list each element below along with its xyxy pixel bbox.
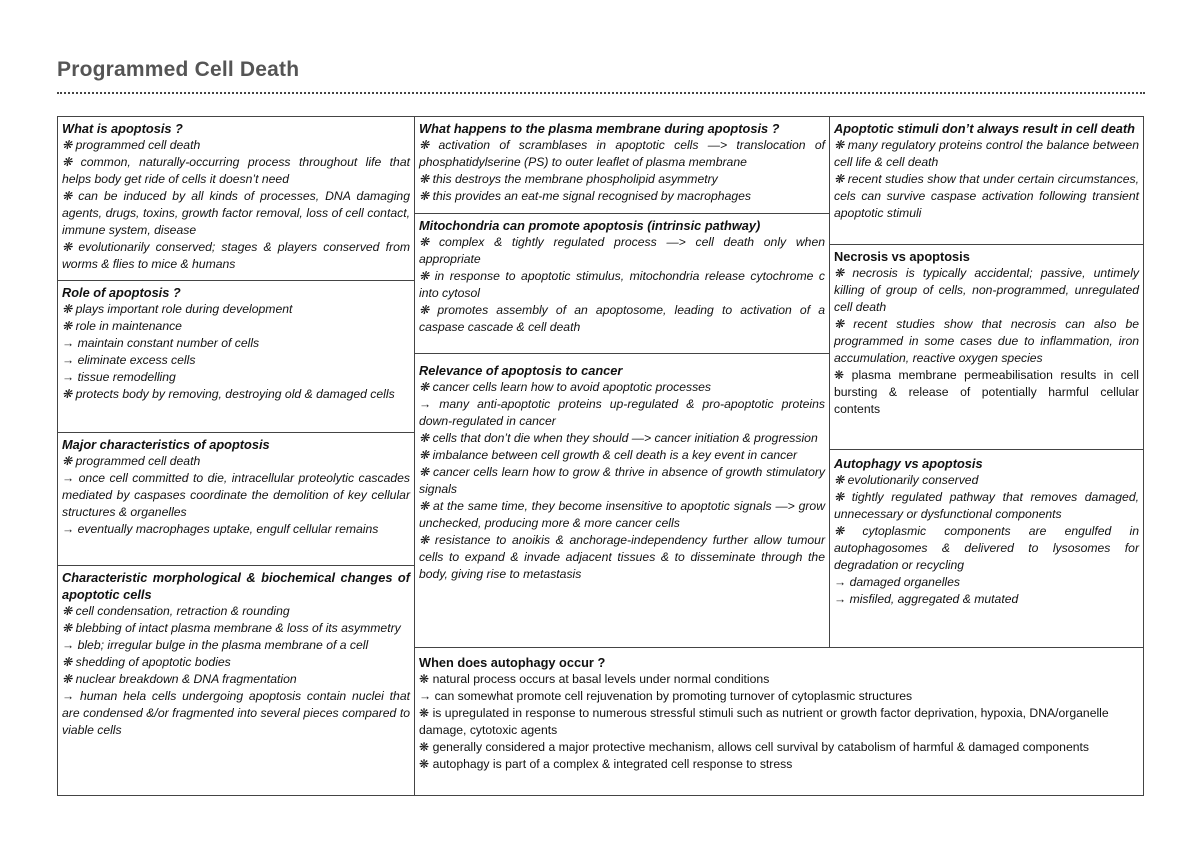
- bullet-item: ❋ at the same time, they become insensitive to apoptotic signals —> grow unchecked, producing more & more cancer cells: [419, 499, 825, 530]
- section-heading: What is apoptosis ?: [62, 121, 183, 136]
- bullet-item: ❋ evolutionarily conserved: [834, 473, 979, 487]
- bullet-item: ❋ this provides an eat-me signal recognised by macrophages: [419, 189, 752, 203]
- bullet-item: ❋ is upregulated in response to numerous stressful stimuli such as nutrient or growth factor deprivation, hypoxia, DNA/organelle damage, cytotoxic agents: [419, 706, 1109, 737]
- section-autophagy-vs-apoptosis: [830, 450, 1143, 648]
- bullet-item: → misfiled, aggregated & mutated: [834, 592, 1019, 606]
- section-what-is-apoptosis: [58, 117, 415, 281]
- section-heading: When does autophagy occur ?: [419, 655, 606, 670]
- section-mitochondria: [415, 214, 830, 354]
- page-title: Programmed Cell Death: [57, 58, 300, 81]
- bullet-item: ❋ tightly regulated pathway that removes damaged, unnecessary or dysfunctional components: [834, 490, 1139, 521]
- bullet-item: ❋ natural process occurs at basal levels under normal conditions: [419, 672, 770, 686]
- bullet-list: [834, 137, 1139, 222]
- bullet-item: ❋ recent studies show that under certain circumstances, cels can survive caspase activation following transient apoptotic stimuli: [834, 172, 1139, 220]
- section-heading: Relevance of apoptosis to cancer: [419, 363, 623, 378]
- bullet-item: → damaged organelles: [834, 575, 961, 589]
- bullet-list: [62, 603, 410, 739]
- bullet-item: ❋ in response to apoptotic stimulus, mitochondria release cytochrome c into cytosol: [419, 269, 825, 300]
- section-role-of-apoptosis: [58, 281, 415, 433]
- section-apoptotic-stimuli: [830, 117, 1143, 245]
- bullet-item: ❋ cell condensation, retraction & rounding: [62, 604, 290, 618]
- bullet-item: ❋ recent studies show that necrosis can also be programmed in some cases due to inflammation, iron accumulation, reactive oxygen species: [834, 317, 1139, 365]
- bullet-list: [834, 472, 1139, 608]
- bullet-item: ❋ resistance to anoikis & anchorage-independency further allow tumour cells to expand & invade adjacent tissues & to disseminate through the body, giving rise to metastasis: [419, 533, 825, 581]
- bullet-item: → many anti-apoptotic proteins up-regulated & pro-apoptotic proteins down-regulated in cancer: [419, 397, 825, 428]
- section-morphological-changes: [58, 566, 415, 795]
- bullet-item: → human hela cells undergoing apoptosis contain nuclei that are condensed &/or fragmented into several pieces compared to viable cells: [62, 689, 410, 737]
- section-heading: Apoptotic stimuli don’t always result in cell death: [834, 121, 1136, 136]
- section-relevance-to-cancer: [415, 354, 830, 648]
- bullet-item: → tissue remodelling: [62, 370, 176, 384]
- bullet-item: → once cell committed to die, intracellular proteolytic cascades mediated by caspases coordinate the demolition of key cellular structures & organelles: [62, 471, 410, 519]
- bullet-list: [419, 671, 1139, 773]
- bullet-item: → maintain constant number of cells: [62, 336, 260, 350]
- bullet-item: ❋ cytoplasmic components are engulfed in autophagosomes & delivered to lysosomes for degradation or recycling: [834, 524, 1139, 572]
- bullet-item: ❋ complex & tightly regulated process —> cell death only when appropriate: [419, 235, 825, 266]
- bullet-item: ❋ imbalance between cell growth & cell death is a key event in cancer: [419, 448, 798, 462]
- bullet-list: [62, 137, 410, 273]
- bullet-item: ❋ common, naturally-occurring process throughout life that helps body get ride of cells it doesn’t need: [62, 155, 410, 186]
- section-major-characteristics: [58, 433, 415, 566]
- section-heading: Role of apoptosis ?: [62, 285, 181, 300]
- bullet-item: → bleb; irregular bulge in the plasma membrane of a cell: [62, 638, 369, 652]
- bullet-item: → eliminate excess cells: [62, 353, 196, 367]
- bullet-item: ❋ plasma membrane permeabilisation results in cell bursting & release of potentially harmful cellular contents: [834, 368, 1139, 416]
- bullet-item: ❋ generally considered a major protective mechanism, allows cell survival by catabolism of harmful & damaged components: [419, 740, 1089, 754]
- section-heading: Major characteristics of apoptosis: [62, 437, 270, 452]
- section-heading: Necrosis vs apoptosis: [834, 249, 970, 264]
- bullet-item: ❋ evolutionarily conserved; stages & players conserved from worms & flies to mice & humans: [62, 240, 410, 271]
- bullet-item: ❋ promotes assembly of an apoptosome, leading to activation of a caspase cascade & cell death: [419, 303, 825, 334]
- bullet-item: ❋ can be induced by all kinds of processes, DNA damaging agents, drugs, toxins, growth factor removal, loss of cell contact, immune system, disease: [62, 189, 410, 237]
- bullet-item: ❋ activation of scramblases in apoptotic cells —> translocation of phosphatidylserine (PS) to outer leaflet of plasma membrane: [419, 138, 825, 169]
- bullet-list: [62, 301, 410, 403]
- bullet-item: ❋ shedding of apoptotic bodies: [62, 655, 231, 669]
- bullet-item: ❋ cells that don’t die when they should —> cancer initiation & progression: [419, 431, 818, 445]
- bullet-item: ❋ cancer cells learn how to avoid apoptotic processes: [419, 380, 712, 394]
- bullet-list-italic: [834, 265, 1139, 367]
- section-heading: Mitochondria can promote apoptosis (intrinsic pathway): [419, 218, 761, 233]
- bullet-list-plain: [834, 367, 1139, 418]
- bullet-item: ❋ autophagy is part of a complex & integrated cell response to stress: [419, 757, 793, 771]
- section-necrosis-vs-apoptosis: [830, 245, 1143, 450]
- bullet-item: ❋ cancer cells learn how to grow & thrive in absence of growth stimulatory signals: [419, 465, 825, 496]
- bullet-list: [62, 453, 410, 538]
- bullet-item: ❋ many regulatory proteins control the balance between cell life & cell death: [834, 138, 1139, 169]
- bullet-item: → can somewhat promote cell rejuvenation by promoting turnover of cytoplasmic structures: [419, 689, 913, 703]
- section-when-autophagy-occurs: [415, 648, 1143, 795]
- bullet-item: ❋ nuclear breakdown & DNA fragmentation: [62, 672, 297, 686]
- bullet-list: [419, 234, 825, 336]
- bullet-list: [419, 137, 825, 205]
- section-heading: Characteristic morphological & biochemical changes of apoptotic cells: [62, 570, 410, 602]
- bullet-item: → eventually macrophages uptake, engulf cellular remains: [62, 522, 379, 536]
- notes-grid: [57, 116, 1144, 796]
- bullet-item: ❋ blebbing of intact plasma membrane & loss of its asymmetry: [62, 621, 401, 635]
- bullet-item: ❋ this destroys the membrane phospholipid asymmetry: [419, 172, 718, 186]
- section-heading: Autophagy vs apoptosis: [834, 456, 983, 471]
- bullet-item: ❋ programmed cell death: [62, 454, 201, 468]
- bullet-item: ❋ programmed cell death: [62, 138, 201, 152]
- dotted-divider: [57, 92, 1145, 94]
- section-heading: What happens to the plasma membrane during apoptosis ?: [419, 121, 780, 136]
- bullet-item: ❋ role in maintenance: [62, 319, 182, 333]
- section-plasma-membrane: [415, 117, 830, 214]
- bullet-item: ❋ necrosis is typically accidental; passive, untimely killing of group of cells, non-programmed, unregulated cell death: [834, 266, 1139, 314]
- bullet-list: [419, 379, 825, 583]
- bullet-item: ❋ plays important role during development: [62, 302, 293, 316]
- bullet-item: ❋ protects body by removing, destroying old & damaged cells: [62, 387, 395, 401]
